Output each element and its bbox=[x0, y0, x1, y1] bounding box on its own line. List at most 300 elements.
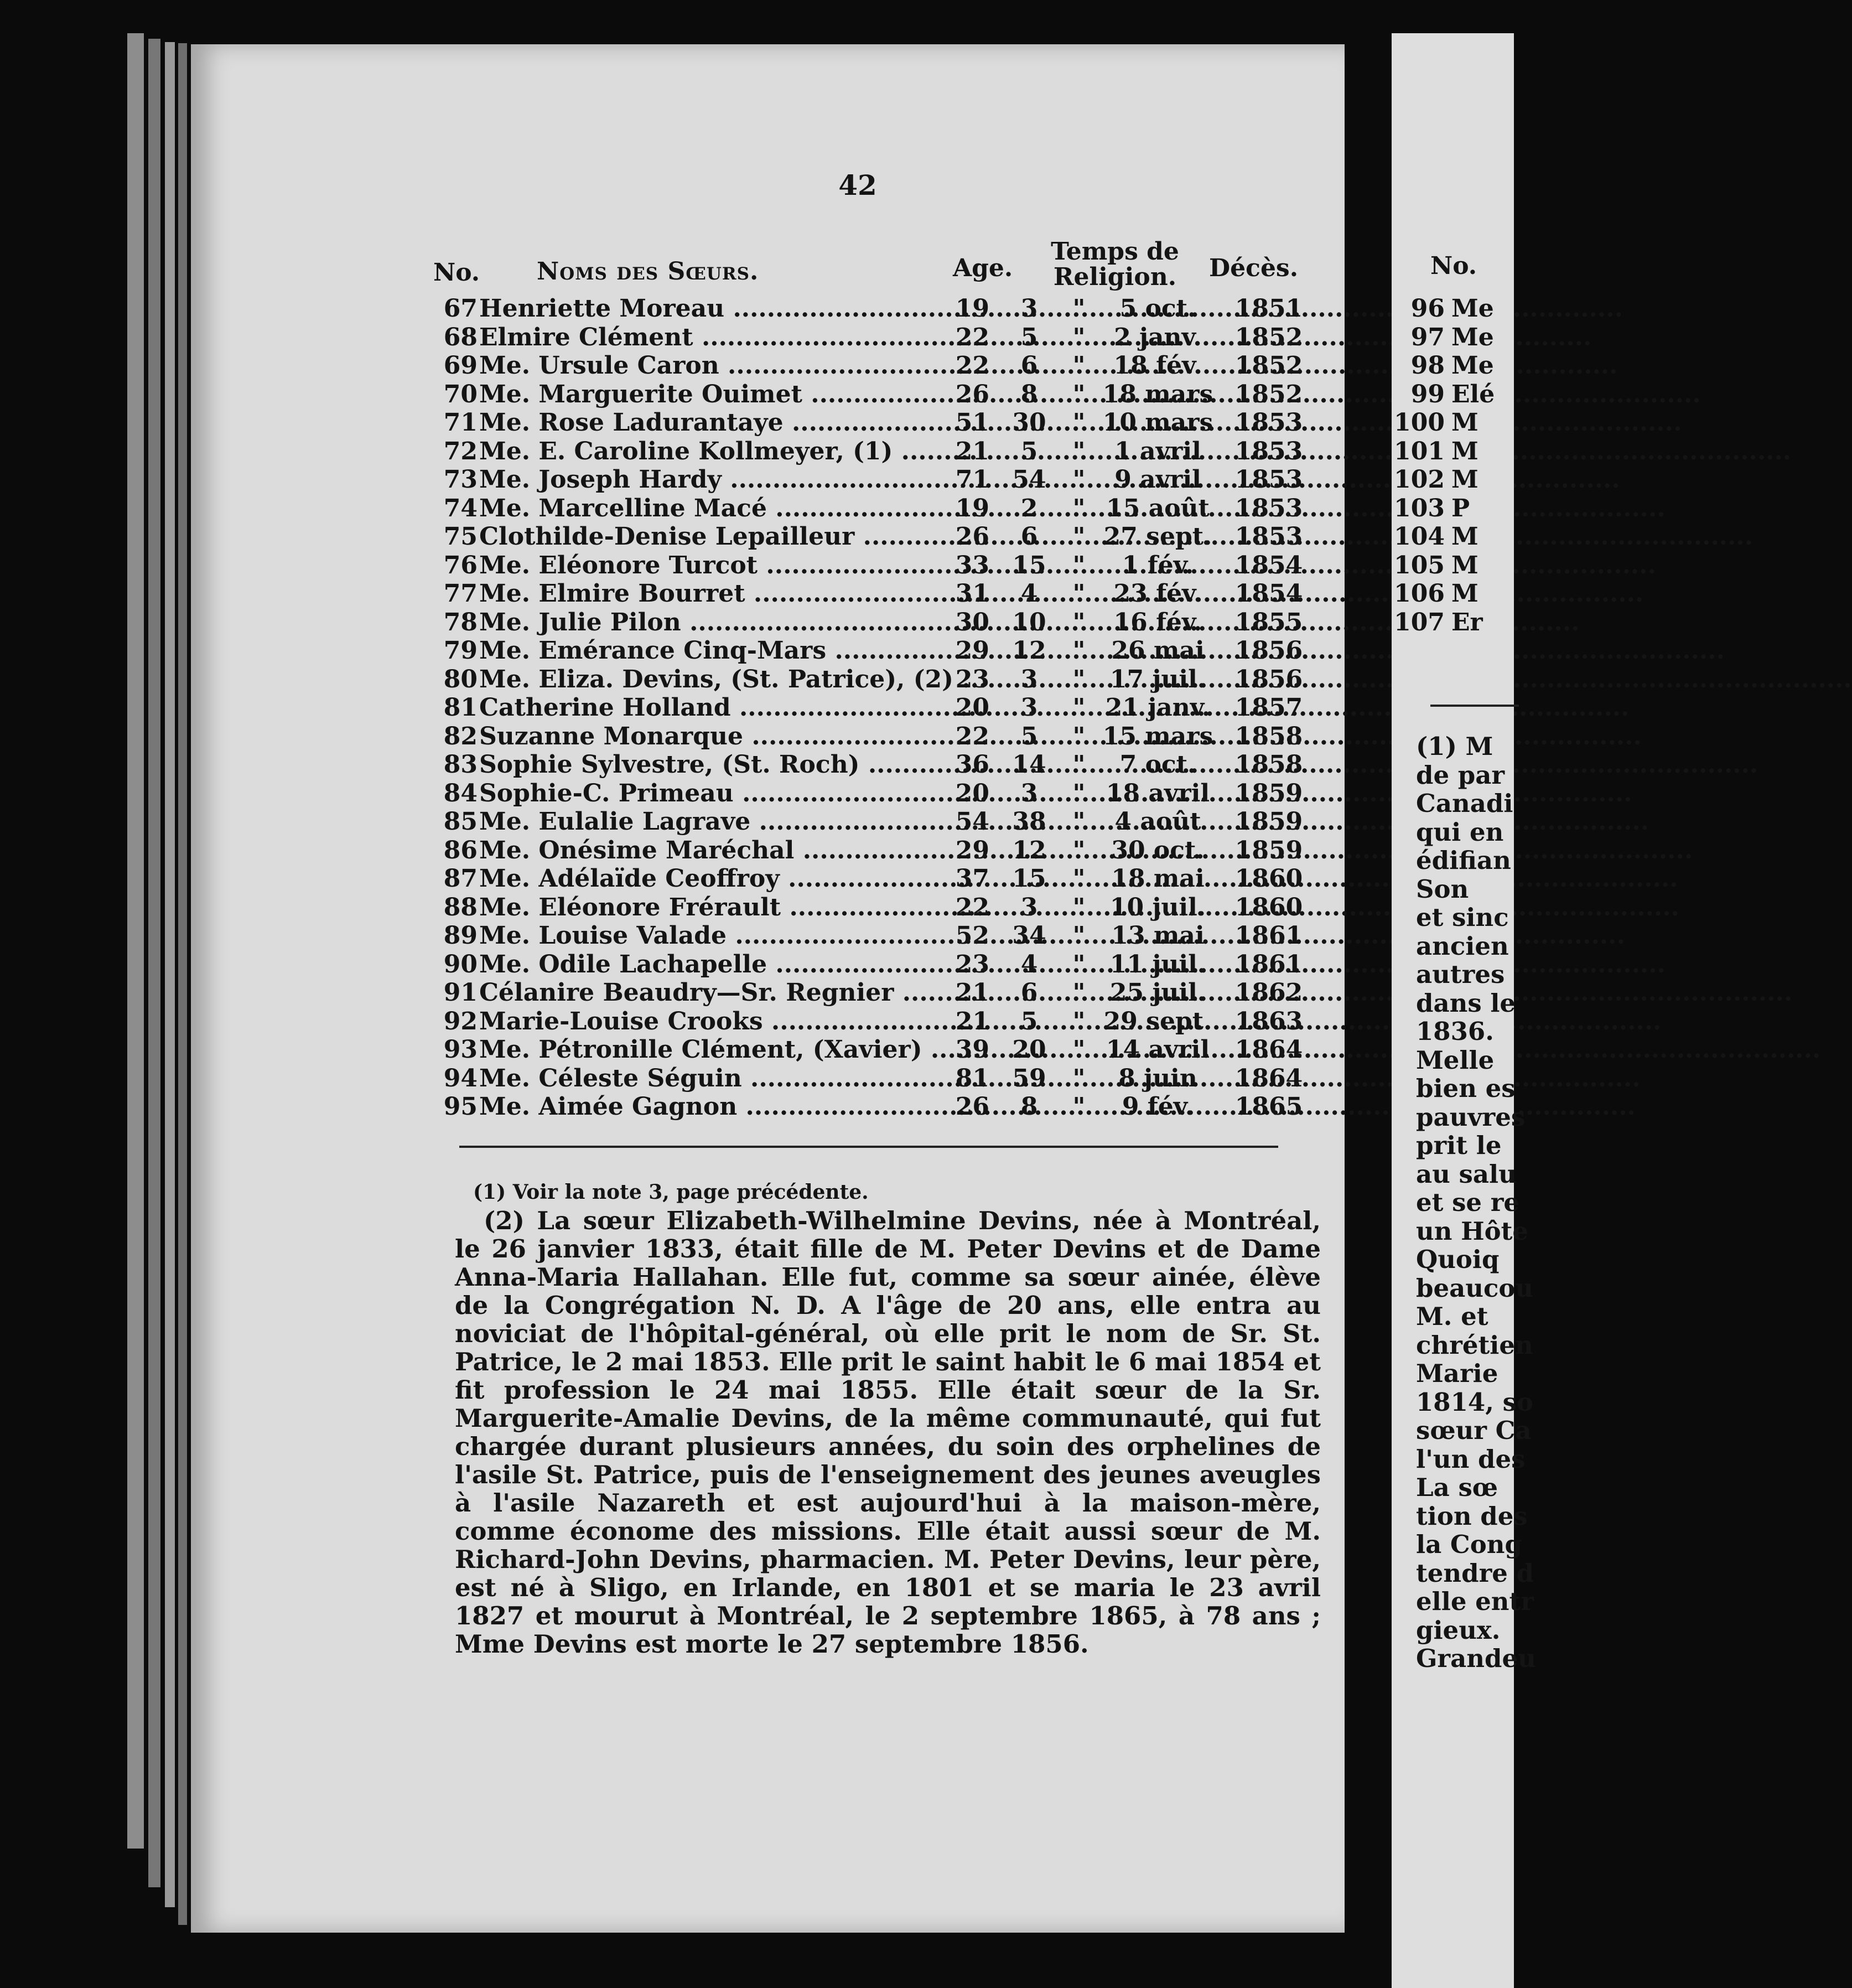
row-death-date: 14 avril bbox=[1106, 1036, 1210, 1064]
right-row-no: 106 bbox=[1394, 579, 1445, 608]
row-no: 67 bbox=[443, 294, 478, 323]
row-age: 54 bbox=[955, 807, 989, 836]
row-name: Me. Marguerite Ouimet ..... bbox=[479, 380, 955, 408]
row-age: 21 bbox=[955, 437, 989, 465]
row-no: 87 bbox=[443, 864, 478, 893]
row-death-date: 25 juil. bbox=[1109, 979, 1206, 1007]
row-ditto-mark: " bbox=[1072, 465, 1086, 494]
table-row bbox=[0, 893, 1345, 922]
row-age: 71 bbox=[955, 465, 989, 494]
row-religion-years: 38 bbox=[1012, 807, 1046, 836]
row-name: Me. Céleste Séguin ..... bbox=[479, 1064, 955, 1093]
row-name: Me. Onésime Maréchal ..... bbox=[479, 836, 955, 864]
table-row bbox=[0, 323, 1345, 352]
row-death-year: 1863 bbox=[1234, 1007, 1303, 1036]
right-text-line: 1836. bbox=[1416, 1017, 1494, 1046]
right-text-line: tendre d bbox=[1416, 1558, 1534, 1588]
row-no: 95 bbox=[443, 1093, 478, 1121]
row-religion-years: 30 bbox=[1012, 408, 1046, 437]
row-no: 77 bbox=[443, 579, 478, 608]
row-religion-years: 6 bbox=[1020, 979, 1038, 1007]
row-religion-years: 5 bbox=[1020, 722, 1038, 750]
row-death-year: 1859 bbox=[1234, 779, 1303, 807]
row-name: Sophie-C. Primeau ..... bbox=[479, 779, 955, 807]
right-table-row bbox=[1392, 437, 1495, 466]
row-ditto-mark: " bbox=[1072, 836, 1086, 864]
right-text-line: Quoiq bbox=[1416, 1245, 1500, 1274]
row-death-date: 18 mars bbox=[1102, 380, 1213, 408]
row-ditto-mark: " bbox=[1072, 807, 1086, 836]
header-deces: Décès. bbox=[1209, 254, 1299, 282]
row-religion-years: 20 bbox=[1012, 1036, 1046, 1064]
right-footnote-rule bbox=[1430, 705, 1519, 707]
footnote-1: (1) Voir la note 3, page précédente. bbox=[473, 1181, 869, 1204]
row-death-year: 1853 bbox=[1234, 408, 1303, 437]
row-ditto-mark: " bbox=[1072, 522, 1086, 551]
row-religion-years: 12 bbox=[1012, 836, 1046, 864]
right-text-line: et se re bbox=[1416, 1188, 1520, 1217]
row-no: 80 bbox=[443, 665, 478, 693]
row-name: Me. Rose Ladurantaye ..... bbox=[479, 408, 955, 437]
row-no: 82 bbox=[443, 722, 478, 750]
right-row-no: 101 bbox=[1394, 437, 1445, 465]
row-religion-years: 3 bbox=[1020, 693, 1038, 722]
row-ditto-mark: " bbox=[1072, 494, 1086, 522]
row-religion-years: 3 bbox=[1020, 893, 1038, 921]
row-no: 76 bbox=[443, 551, 478, 579]
header-temps-line1: Temps de bbox=[1051, 237, 1179, 266]
row-name: Célanire Beaudry—Sr. Regnier ..... bbox=[479, 979, 955, 1007]
row-death-date: 13 mai bbox=[1111, 921, 1205, 950]
row-religion-years: 5 bbox=[1020, 1007, 1038, 1036]
row-age: 29 bbox=[955, 836, 989, 864]
row-death-date: 17 juil. bbox=[1109, 665, 1206, 693]
row-no: 85 bbox=[443, 807, 478, 836]
row-age: 20 bbox=[955, 693, 989, 722]
table-row bbox=[0, 551, 1345, 580]
row-age: 19 bbox=[955, 494, 989, 522]
row-death-year: 1864 bbox=[1234, 1036, 1303, 1064]
footnote-2-text: (2) La sœur Elizabeth-Wilhelmine Devins, née à Montréal, le 26 janvier 1833, était fille de M. Peter Devins et de Dame Anna-Maria Hallahan. Elle fut, comme sa sœur ainée, élève de la Congrégation N. D. A l'âge de 20 ans, elle entra au noviciat de l'hôpital-général, où elle prit le nom de Sr. St. Patrice, le 2 mai 1853. Elle prit le saint habit le 6 mai 1854 et fit profession le 24 mai 1855. Elle était sœur de la Sr. Marguerite-Amalie Devins, de la même communauté, qui fut chargée durant plusieurs années, du soin des orphelines de l'asile St. Patrice, puis de l'enseignement des jeunes aveugles à l'asile Nazareth et est aujourd'hui à la maison-mère, comme économe des missions. Elle était aussi sœur de M. Richard-John Devins, pharmacien. M. Peter Devins, leur père, est né à Sligo, en Irlande, en 1801 et se maria le 23 avril 1827 et mourut à Montréal, le 2 septembre 1865, à 78 ans ; Mme Devins est morte le 27 septembre 1856. bbox=[455, 1206, 1321, 1659]
row-name: Me. Ursule Caron ..... bbox=[479, 351, 955, 380]
row-age: 37 bbox=[955, 864, 989, 893]
row-name: Me. Joseph Hardy ..... bbox=[479, 465, 955, 494]
table-row bbox=[0, 693, 1345, 722]
right-row-no: 103 bbox=[1394, 494, 1445, 522]
right-text-line: édifian bbox=[1416, 846, 1511, 875]
right-row-name: M bbox=[1451, 579, 1479, 608]
right-text-line: dans le bbox=[1416, 988, 1516, 1018]
row-death-date: 9 avril bbox=[1114, 465, 1201, 494]
right-text-line: 1814, so bbox=[1416, 1387, 1533, 1417]
right-text-line: un Hôte bbox=[1416, 1216, 1529, 1246]
row-death-date: 18 mai bbox=[1111, 864, 1205, 893]
row-name: Me. Adélaïde Ceoffroy ..... bbox=[479, 864, 955, 893]
right-row-name: Er bbox=[1451, 608, 1483, 636]
row-religion-years: 3 bbox=[1020, 779, 1038, 807]
right-text-line: elle entr bbox=[1416, 1587, 1534, 1616]
table-row bbox=[0, 750, 1345, 779]
right-text-line: au salu bbox=[1416, 1159, 1517, 1189]
row-name: Me. Marcelline Macé ..... bbox=[479, 494, 955, 522]
row-death-date: 11 juil. bbox=[1109, 950, 1206, 979]
table-row bbox=[0, 864, 1345, 893]
row-age: 51 bbox=[955, 408, 989, 437]
header-temps-religion bbox=[1049, 239, 1181, 290]
table-row bbox=[0, 465, 1345, 494]
row-ditto-mark: " bbox=[1072, 579, 1086, 608]
right-text-line: autres bbox=[1416, 960, 1505, 989]
row-no: 94 bbox=[443, 1064, 478, 1093]
right-table-row bbox=[1392, 380, 1495, 409]
row-death-year: 1853 bbox=[1234, 437, 1303, 465]
row-no: 68 bbox=[443, 323, 478, 351]
row-death-year: 1861 bbox=[1234, 950, 1303, 979]
row-death-date: 16 fév. bbox=[1113, 608, 1202, 636]
row-death-year: 1858 bbox=[1234, 722, 1303, 750]
row-name: Me. Elmire Bourret ..... bbox=[479, 579, 955, 608]
row-ditto-mark: " bbox=[1072, 921, 1086, 950]
row-no: 89 bbox=[443, 921, 478, 950]
row-age: 21 bbox=[955, 979, 989, 1007]
row-religion-years: 3 bbox=[1020, 665, 1038, 693]
row-religion-years: 5 bbox=[1020, 437, 1038, 465]
row-death-year: 1862 bbox=[1234, 979, 1303, 1007]
row-age: 22 bbox=[955, 722, 989, 750]
row-religion-years: 5 bbox=[1020, 323, 1038, 351]
table-row bbox=[0, 1036, 1345, 1064]
row-name: Me. Eléonore Frérault ..... bbox=[479, 893, 955, 921]
row-religion-years: 6 bbox=[1020, 522, 1038, 551]
row-death-date: 10 mars bbox=[1102, 408, 1213, 437]
right-text-line: prit le bbox=[1416, 1131, 1502, 1160]
table-row bbox=[0, 1007, 1345, 1036]
row-name: Me. Pétronille Clément, (Xavier) ..... bbox=[479, 1036, 955, 1064]
row-death-year: 1856 bbox=[1234, 636, 1303, 665]
table-row bbox=[0, 1093, 1345, 1121]
right-table-row bbox=[1392, 494, 1495, 523]
table-row bbox=[0, 921, 1345, 950]
right-text-line: bien es bbox=[1416, 1074, 1516, 1103]
right-text-line: pauvres bbox=[1416, 1102, 1526, 1132]
row-religion-years: 2 bbox=[1020, 494, 1038, 522]
row-ditto-mark: " bbox=[1072, 1064, 1086, 1093]
row-no: 81 bbox=[443, 693, 478, 722]
right-row-no: 102 bbox=[1394, 465, 1445, 494]
right-row-name: Me bbox=[1451, 323, 1494, 351]
right-row-name: Elé bbox=[1451, 380, 1495, 408]
row-age: 52 bbox=[955, 921, 989, 950]
row-death-year: 1853 bbox=[1234, 522, 1303, 551]
row-death-year: 1860 bbox=[1234, 864, 1303, 893]
row-ditto-mark: " bbox=[1072, 722, 1086, 750]
row-age: 81 bbox=[955, 1064, 989, 1093]
row-name: Me. Eulalie Lagrave ..... bbox=[479, 807, 955, 836]
row-death-date: 18 fév. bbox=[1113, 351, 1202, 380]
right-text-line: beaucou bbox=[1416, 1273, 1534, 1303]
row-ditto-mark: " bbox=[1072, 1036, 1086, 1064]
right-table-row bbox=[1392, 408, 1495, 437]
row-death-year: 1854 bbox=[1234, 579, 1303, 608]
row-religion-years: 34 bbox=[1012, 921, 1046, 950]
row-age: 36 bbox=[955, 750, 989, 779]
right-text-line: M. et bbox=[1416, 1302, 1488, 1331]
row-no: 86 bbox=[443, 836, 478, 864]
row-age: 30 bbox=[955, 608, 989, 636]
right-row-name: P bbox=[1451, 494, 1470, 522]
table-row bbox=[0, 979, 1345, 1007]
table-row bbox=[0, 380, 1345, 409]
row-name: Marie-Louise Crooks ..... bbox=[479, 1007, 955, 1036]
row-ditto-mark: " bbox=[1072, 351, 1086, 380]
row-religion-years: 15 bbox=[1012, 551, 1046, 579]
row-death-year: 1853 bbox=[1234, 465, 1303, 494]
row-age: 29 bbox=[955, 636, 989, 665]
row-death-date: 4 août bbox=[1114, 807, 1201, 836]
row-death-year: 1852 bbox=[1234, 351, 1303, 380]
row-death-date: 10 juil. bbox=[1109, 893, 1206, 921]
row-death-date: 9 fév. bbox=[1122, 1093, 1194, 1121]
right-text-line: tion des bbox=[1416, 1501, 1528, 1531]
right-text-line: La sœ bbox=[1416, 1473, 1498, 1502]
right-text-line: gieux. bbox=[1416, 1615, 1501, 1645]
row-ditto-mark: " bbox=[1072, 979, 1086, 1007]
row-ditto-mark: " bbox=[1072, 950, 1086, 979]
row-no: 73 bbox=[443, 465, 478, 494]
row-ditto-mark: " bbox=[1072, 665, 1086, 693]
row-death-date: 1 avril bbox=[1114, 437, 1201, 465]
row-death-date: 27 sept. bbox=[1103, 522, 1212, 551]
right-table-row bbox=[1392, 608, 1495, 637]
row-no: 74 bbox=[443, 494, 478, 522]
table-row bbox=[0, 779, 1345, 808]
right-text-line: (1) M bbox=[1416, 732, 1493, 761]
row-death-date: 30 oct. bbox=[1111, 836, 1205, 864]
row-death-date: 29 sept. bbox=[1103, 1007, 1212, 1036]
row-no: 69 bbox=[443, 351, 478, 380]
right-text-line: de par bbox=[1416, 760, 1505, 790]
row-ditto-mark: " bbox=[1072, 1007, 1086, 1036]
row-no: 90 bbox=[443, 950, 478, 979]
right-text-line: Grandeu bbox=[1416, 1644, 1536, 1673]
row-age: 26 bbox=[955, 522, 989, 551]
right-table-row bbox=[1392, 522, 1495, 551]
row-name: Me. Aimée Gagnon ..... bbox=[479, 1093, 955, 1121]
row-religion-years: 8 bbox=[1020, 1093, 1038, 1121]
right-text-line: qui en bbox=[1416, 817, 1504, 847]
row-age: 31 bbox=[955, 579, 989, 608]
row-ditto-mark: " bbox=[1072, 750, 1086, 779]
right-row-name: M bbox=[1451, 408, 1479, 437]
right-row-no: 99 bbox=[1410, 380, 1445, 408]
right-table-row bbox=[1392, 551, 1495, 580]
row-death-year: 1861 bbox=[1234, 921, 1303, 950]
row-death-date: 18 avril bbox=[1106, 779, 1210, 807]
row-age: 22 bbox=[955, 351, 989, 380]
row-death-year: 1857 bbox=[1234, 693, 1303, 722]
row-death-year: 1855 bbox=[1234, 608, 1303, 636]
row-age: 20 bbox=[955, 779, 989, 807]
row-religion-years: 3 bbox=[1020, 294, 1038, 323]
row-death-date: 8 juin bbox=[1118, 1064, 1197, 1093]
row-no: 71 bbox=[443, 408, 478, 437]
row-death-year: 1858 bbox=[1234, 750, 1303, 779]
row-death-year: 1865 bbox=[1234, 1093, 1303, 1121]
row-age: 21 bbox=[955, 1007, 989, 1036]
row-religion-years: 59 bbox=[1012, 1064, 1046, 1093]
table-row bbox=[0, 522, 1345, 551]
row-no: 92 bbox=[443, 1007, 478, 1036]
row-ditto-mark: " bbox=[1072, 693, 1086, 722]
row-no: 72 bbox=[443, 437, 478, 465]
row-no: 79 bbox=[443, 636, 478, 665]
row-no: 93 bbox=[443, 1036, 478, 1064]
row-religion-years: 54 bbox=[1012, 465, 1046, 494]
row-death-date: 15 mars bbox=[1102, 722, 1213, 750]
row-no: 84 bbox=[443, 779, 478, 807]
row-death-year: 1852 bbox=[1234, 323, 1303, 351]
row-name: Me. Eléonore Turcot ..... bbox=[479, 551, 955, 579]
table-row bbox=[0, 722, 1345, 751]
row-death-year: 1853 bbox=[1234, 494, 1303, 522]
right-row-no: 96 bbox=[1410, 294, 1445, 323]
row-name: Me. Eliza. Devins, (St. Patrice), (2) ..... bbox=[479, 665, 955, 693]
row-name: Catherine Holland ..... bbox=[479, 693, 955, 722]
table-row bbox=[0, 294, 1345, 323]
right-table bbox=[1392, 294, 1495, 636]
row-death-year: 1854 bbox=[1234, 551, 1303, 579]
right-text-line: chrétien bbox=[1416, 1330, 1533, 1360]
row-ditto-mark: " bbox=[1072, 437, 1086, 465]
row-age: 26 bbox=[955, 1093, 989, 1121]
row-name: Me. Julie Pilon ..... bbox=[479, 608, 955, 636]
right-text-line: Melle bbox=[1416, 1045, 1495, 1075]
row-religion-years: 10 bbox=[1012, 608, 1046, 636]
table-row bbox=[0, 950, 1345, 979]
right-row-no: 105 bbox=[1394, 551, 1445, 579]
page-number: 42 bbox=[838, 169, 877, 201]
row-name: Me. Louise Valade ..... bbox=[479, 921, 955, 950]
right-text-line: sœur Ca bbox=[1416, 1416, 1532, 1445]
row-name: Me. E. Caroline Kollmeyer, (1) ..... bbox=[479, 437, 955, 465]
row-ditto-mark: " bbox=[1072, 864, 1086, 893]
row-no: 91 bbox=[443, 979, 478, 1007]
row-no: 88 bbox=[443, 893, 478, 921]
row-name: Sophie Sylvestre, (St. Roch) ..... bbox=[479, 750, 955, 779]
header-age: Age. bbox=[953, 254, 1013, 282]
row-no: 78 bbox=[443, 608, 478, 636]
table-row bbox=[0, 579, 1345, 608]
row-name: Me. Odile Lachapelle ..... bbox=[479, 950, 955, 979]
table-row bbox=[0, 836, 1345, 865]
right-text-line: Son bbox=[1416, 874, 1469, 904]
right-row-no: 100 bbox=[1394, 408, 1445, 437]
table-row bbox=[0, 608, 1345, 637]
header-temps-line2: Religion. bbox=[1053, 263, 1177, 292]
right-row-name: Me bbox=[1451, 351, 1494, 380]
right-row-no: 107 bbox=[1394, 608, 1445, 636]
right-page bbox=[1392, 33, 1536, 1988]
row-age: 22 bbox=[955, 323, 989, 351]
sisters-table bbox=[0, 294, 1345, 1121]
right-row-name: M bbox=[1451, 551, 1479, 579]
table-row bbox=[0, 636, 1345, 665]
right-row-name: Me bbox=[1451, 294, 1494, 323]
row-death-year: 1864 bbox=[1234, 1064, 1303, 1093]
footnote-2 bbox=[455, 1207, 1321, 1658]
right-text-line: l'un des bbox=[1416, 1444, 1526, 1474]
right-table-row bbox=[1392, 351, 1495, 380]
right-table-row bbox=[1392, 323, 1495, 352]
footnote-rule bbox=[459, 1146, 1278, 1148]
row-ditto-mark: " bbox=[1072, 294, 1086, 323]
right-table-row bbox=[1392, 465, 1495, 494]
row-death-date: 5 oct. bbox=[1119, 294, 1196, 323]
table-row bbox=[0, 807, 1345, 836]
row-ditto-mark: " bbox=[1072, 408, 1086, 437]
header-names: Noms des Sœurs. bbox=[537, 257, 759, 286]
right-text bbox=[1416, 732, 1536, 1673]
row-ditto-mark: " bbox=[1072, 1093, 1086, 1121]
row-religion-years: 4 bbox=[1020, 579, 1038, 608]
row-death-date: 15 août bbox=[1106, 494, 1210, 522]
right-row-no: 97 bbox=[1410, 323, 1445, 351]
row-name: Suzanne Monarque ..... bbox=[479, 722, 955, 750]
right-table-row bbox=[1392, 294, 1495, 323]
right-text-line: Canadi bbox=[1416, 789, 1513, 818]
right-row-name: M bbox=[1451, 465, 1479, 494]
table-row bbox=[0, 408, 1345, 437]
row-religion-years: 14 bbox=[1012, 750, 1046, 779]
row-no: 83 bbox=[443, 750, 478, 779]
row-religion-years: 6 bbox=[1020, 351, 1038, 380]
row-death-year: 1860 bbox=[1234, 893, 1303, 921]
row-religion-years: 8 bbox=[1020, 380, 1038, 408]
row-age: 22 bbox=[955, 893, 989, 921]
row-death-date: 26 mai bbox=[1111, 636, 1205, 665]
right-row-name: M bbox=[1451, 522, 1479, 551]
right-text-line: Marie bbox=[1416, 1359, 1498, 1388]
row-death-date: 2 janv. bbox=[1114, 323, 1202, 351]
row-age: 23 bbox=[955, 665, 989, 693]
row-death-year: 1856 bbox=[1234, 665, 1303, 693]
right-text-line: ancien bbox=[1416, 931, 1509, 961]
row-no: 75 bbox=[443, 522, 478, 551]
table-row bbox=[0, 1064, 1345, 1093]
header-no: No. bbox=[433, 258, 480, 287]
right-text-line: la Cong bbox=[1416, 1530, 1522, 1559]
right-text-line: et sinc bbox=[1416, 903, 1509, 932]
table-row bbox=[0, 351, 1345, 380]
row-religion-years: 4 bbox=[1020, 950, 1038, 979]
row-ditto-mark: " bbox=[1072, 608, 1086, 636]
row-age: 33 bbox=[955, 551, 989, 579]
row-name: Clothilde-Denise Lepailleur ..... bbox=[479, 522, 955, 551]
row-death-date: 23 fév. bbox=[1113, 579, 1202, 608]
row-name: Henriette Moreau ..... bbox=[479, 294, 955, 323]
row-age: 26 bbox=[955, 380, 989, 408]
row-death-year: 1859 bbox=[1234, 836, 1303, 864]
row-death-year: 1851 bbox=[1234, 294, 1303, 323]
row-death-date: 1 fév. bbox=[1122, 551, 1194, 579]
row-ditto-mark: " bbox=[1072, 779, 1086, 807]
row-death-date: 7 oct. bbox=[1119, 750, 1196, 779]
row-ditto-mark: " bbox=[1072, 893, 1086, 921]
row-age: 23 bbox=[955, 950, 989, 979]
right-header-no: No. bbox=[1430, 252, 1477, 280]
right-row-no: 98 bbox=[1410, 351, 1445, 380]
row-no: 70 bbox=[443, 380, 478, 408]
